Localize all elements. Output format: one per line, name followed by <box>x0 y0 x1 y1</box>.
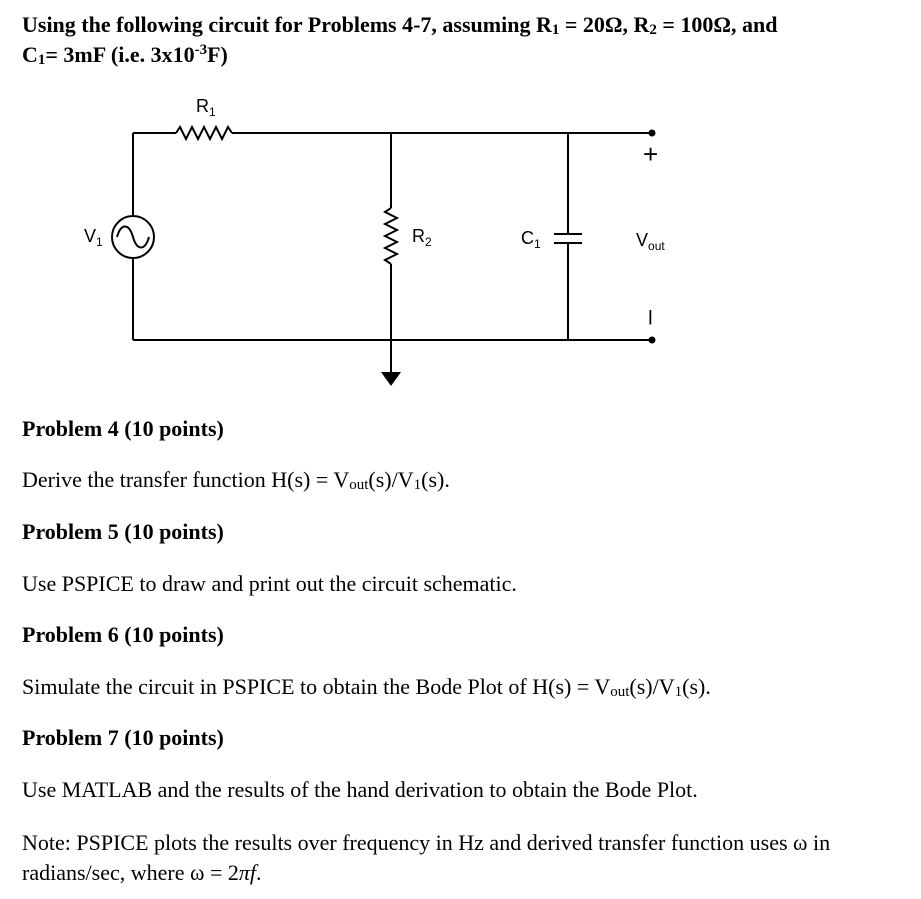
r1-label: $R_1$ <box>196 96 216 119</box>
p4-sub-out: out <box>349 477 369 493</box>
minus-sign: – <box>638 310 668 325</box>
vout-label: $V_{out}$ <box>636 230 665 253</box>
title-text: Using the following circuit for Problems 4-7, assuming R <box>22 12 552 37</box>
p6-mid: (s)/V <box>629 674 675 699</box>
plus-sign: + <box>643 139 659 169</box>
terminal-top-icon <box>649 130 656 137</box>
p6-pre: Simulate the circuit in PSPICE to obtain the Bode Plot of H(s) = V <box>22 674 611 699</box>
r1-subscript: 1 <box>551 22 560 38</box>
p4-post: (s). <box>421 467 450 492</box>
unit-end: F) <box>207 42 228 67</box>
sine-wave-icon <box>117 227 149 248</box>
p4-sub-1: 1 <box>413 477 422 493</box>
r2-resistor <box>385 208 397 264</box>
problem-7-heading: Problem 7 (10 points) <box>22 725 224 750</box>
note-end: . <box>256 860 262 885</box>
r1-resistor <box>176 127 232 139</box>
p6-sub-out: out <box>610 684 630 700</box>
problem-5-heading: Problem 5 (10 points) <box>22 519 224 544</box>
note-text: Note: PSPICE plots the results over frequency in Hz and derived transfer function uses ω in radians/sec, where ω = 2 <box>22 830 831 885</box>
problem-4-text <box>22 466 450 494</box>
problem-6-text <box>22 673 711 701</box>
p4-mid: (s)/V <box>368 467 414 492</box>
note-pi-f: πf <box>238 860 257 885</box>
problem-6-heading: Problem 6 (10 points) <box>22 622 224 647</box>
r2-value: = 100Ω, and <box>656 12 778 37</box>
c1-text: C <box>22 42 38 67</box>
r1-value: = 20Ω, R <box>559 12 650 37</box>
p6-sub-1: 1 <box>674 684 683 700</box>
circuit-diagram <box>0 0 921 400</box>
c1-value: = 3mF (i.e. 3x10 <box>45 42 195 67</box>
exponent: -3 <box>194 42 208 58</box>
ground-arrow-icon <box>381 372 401 386</box>
c1-label: $C_1$ <box>521 228 541 251</box>
c1-subscript: 1 <box>37 52 46 68</box>
r2-label: $R_2$ <box>412 226 432 249</box>
p4-pre: Derive the transfer function H(s) = V <box>22 467 350 492</box>
problem-4-heading: Problem 4 (10 points) <box>22 416 224 441</box>
problem-5-text: Use PSPICE to draw and print out the circuit schematic. <box>22 571 517 596</box>
p6-post: (s). <box>682 674 711 699</box>
v1-label: $V_1$ <box>84 226 103 249</box>
r2-subscript: 2 <box>649 22 657 38</box>
terminal-bottom-icon <box>649 337 656 344</box>
note-paragraph <box>22 828 902 888</box>
problem-7-text: Use MATLAB and the results of the hand derivation to obtain the Bode Plot. <box>22 777 698 802</box>
